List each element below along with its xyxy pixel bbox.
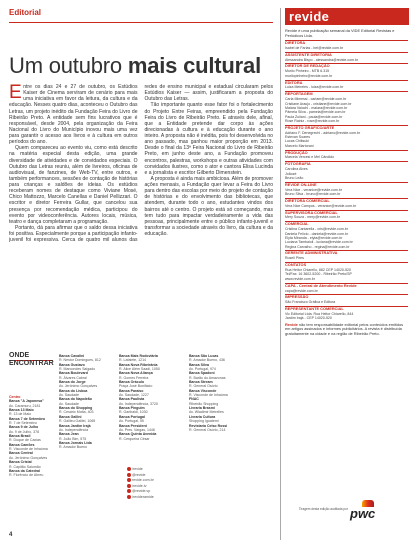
store-name: Banca Central: [9, 451, 33, 456]
social-link[interactable]: revide.com.br: [127, 478, 177, 484]
credit-line: Roseli Pires: [285, 256, 304, 261]
store-name: Banca do Shopping: [59, 406, 93, 411]
credit-line: Luiza Meireles - luiza@revide.com.br: [285, 85, 344, 90]
page-title: [9, 53, 261, 79]
store-name: Banca Paraíso: [119, 388, 144, 393]
social-link[interactable]: @revide.vp: [127, 489, 177, 495]
store-address: Praça José Bonifácio: [119, 384, 153, 389]
store-address: R. João Bim, 575: [59, 436, 87, 441]
store-address: Av. Portugal, 974: [189, 367, 216, 372]
store-name: Banca Boulevard: [59, 371, 88, 376]
credit-line: Carla Mimessi - carlam@revide.com.br: [285, 97, 347, 102]
social-icon: [127, 484, 131, 488]
credit-heading: GERENTE ADMINISTRATIVA: [285, 250, 408, 256]
store-address: Shopping Iguatemi: [189, 419, 219, 424]
article-paragraph: Tão importante quanto esse fator foi o fortalecimento do Projeto Entre Feiras, empreendido pela Fundação Feira do Livro de Ribeirão Preto. E através dele, afinal, que a Entidade pretende dar corpo às ações direcionadas à cultura e à educação durante o ano inteiro. A proposta não é inédita, pois foi desenvolvida no ano passado, mas ganhou maior proporção em 2013. Desde o final da 13ª Feira Nacional do Livro de Ribeirão Preto, em junho deste ano, a Fundação promoveu encontros, palestras, workshops e outras atividades com convidados ilustres, como o ator e cantora Elisa Lucinda e a jornalista e escritor Gilberto Dimenstein.: [144, 102, 273, 176]
store-name: Banca Brasil: [9, 434, 31, 439]
credits-column: [280, 8, 408, 540]
store-name: Banca Jean: [59, 432, 79, 437]
credit-line: Luciana Tambaloli - luciana@revide.com.br: [285, 240, 353, 245]
credit-line: Vera Nice Campos - veranice@revide.com.br: [285, 203, 357, 208]
credit-line: murilopinheiro@revide.com.br: [285, 73, 333, 78]
store-address: R. General Osório: [189, 384, 218, 389]
credit-line: Vic Editorial Ltda. Rua Heitor Chiarello, 844: [285, 312, 354, 316]
store-address: R. General Osório, 214: [189, 427, 226, 432]
store-address: R. Amador Bueno, 436: [189, 358, 225, 363]
credit-line: Jardim Irajá - CEP 14020-520: [285, 316, 332, 321]
store-city: Centro: [9, 395, 21, 399]
credit-heading: REPORTAGEM: [285, 91, 408, 97]
where-header-line2: ENCONTRAR: [9, 360, 54, 368]
store-name: Revistaria Celso Rossi: [189, 423, 228, 428]
store-address: Av. Pres. Vargas, 1446: [119, 427, 155, 432]
disclaimer-text: não tem responsabilidade editorial pelos conteúdos emitidos em artigos assinados e informes publicitários. A revista é distribuída gratuitamente na cidade e na região de Ribeirão Preto.: [285, 321, 404, 337]
credit-line: Adriano F. Denegrechi - adriano@revide.com.br: [285, 130, 361, 135]
store-name: Banca Oráculo: [119, 380, 145, 385]
store-name: Banca President: [119, 423, 147, 428]
store-name: Banca "A Japonesa": [9, 399, 44, 404]
credit-line: www.revide.com.br: [285, 276, 315, 281]
credit-line: Bruno Leão: [285, 175, 304, 180]
store-name: Banca Visconde: [189, 388, 217, 393]
pwc-logo: pwc: [350, 506, 376, 521]
credit-line: Isabel de Farias - bel@revide.com.br: [285, 45, 344, 50]
store-name: Banca Jardim Irajá: [59, 423, 91, 428]
store-name: Banca Nova Ribeirânia: [119, 362, 158, 367]
credit-heading: DIRETOR DE REDAÇÃO: [285, 63, 408, 69]
store-name: Banca São Lucas: [189, 354, 219, 358]
social-link[interactable]: /revide: [127, 467, 177, 473]
credit-heading: IMPRESSÃO: [285, 294, 408, 300]
store-address: R. Alice Além Saadi, 1050: [119, 367, 160, 372]
credit-heading: REVIDE ON-LINE: [285, 182, 408, 188]
credit-line: Regina Carvalho - regina@revide.com.br: [285, 244, 350, 249]
store-address: R. Visconde de Inhaúma: [9, 447, 48, 452]
store-name: Banca da Catedral: [9, 468, 40, 473]
store-address: R. Florêncio de Abreu: [9, 473, 44, 478]
store-name: Banca Silva: [189, 362, 209, 367]
where-header-line1: ONDE: [9, 352, 30, 359]
credit-line: Lucas Chiitsuki: [285, 139, 309, 144]
social-icon: [127, 489, 131, 493]
store-address: R. Garibaldi, 1030: [119, 410, 148, 415]
store-name: Banca Paulista: [119, 397, 145, 402]
credit-heading: REPRESENTANTE COMERCIAL: [285, 306, 408, 312]
store-name: Banca Pinguim: [119, 406, 145, 411]
credit-sections: [285, 40, 408, 321]
social-icon: [127, 467, 131, 471]
drop-cap: E: [9, 84, 22, 103]
store-name: Banca Gustavo: [59, 362, 85, 367]
article-paragraph: Portanto, dá para afirmar que o saldo dessa iniciativa foi positiva. Especialmente porque a participação infanto-juvenil foi expressiva. Cerca de quatro mil alunos das redes de ensino municipal e estadual circularam pelos Estúdios Kaiser — assim, justificaram a proposta do Outubro das Letras.: [9, 84, 273, 244]
social-link[interactable]: /revideramide: [127, 495, 177, 501]
credit-line: Marcela Vercesi e Mel Cândido: [285, 155, 335, 160]
store-address: R. Barão do Amazonas: [189, 375, 226, 380]
store-name: Banca Spadoni: [189, 371, 215, 376]
where-header: [9, 354, 53, 392]
credit-line: São Francisco Gráfica e Editora: [285, 300, 336, 305]
store-address: Av. Portugal, 55: [119, 419, 144, 424]
social-links: [127, 467, 177, 500]
store-address: Av. Independência, 3720: [119, 401, 158, 406]
credits-intro: Revide é uma publicação semanal da VIDE Editorial Revistas e Periódicos Ltda.: [285, 28, 395, 38]
store-address: R. Nestor Domingues, 812: [59, 358, 101, 363]
store-address: R. Galileu Galilei, 1065: [59, 419, 96, 424]
store-name: FNAC: [189, 397, 199, 402]
credit-line: Tel/Fax: 16 3602-5200 - Ribeirão Preto/SP: [285, 272, 352, 277]
article-paragraph: Quem compareceu ao evento viu, como está descrito na matéria especial desta edição, uma grande diversidade de atividades e de convidados especiais. O Outubro das Letras reuniu, além de livreiros, oficinas de audiovisual, de fanzines, de Web-TV, entre outros, e também performances, sessões de contação de histórias para crianças e saldões de ideias. Os estúdios receberam nomes de destaque como Viviane Mosé, Chico Mattozzo, Marcelo Canellas e Daniel Pellizzari. O escritor e diretor Ferreira Gullar, que cancelou sua presença por recomendação médica, participou do evento por videoconferência. Autores locais, música, teatro e dança completaram a programação.: [9, 145, 138, 225]
store-name: Banca Cavalini: [59, 354, 85, 358]
store-address: R. 13 de Maio: [9, 412, 32, 417]
social-icon: [127, 473, 131, 477]
store-address: R. Capitão Salomão: [9, 464, 41, 469]
store-name: Banca Portugal: [119, 414, 146, 419]
pwc-note: Tiragem desta edição auditada por: [298, 507, 348, 511]
article-body: [9, 84, 273, 352]
credit-line: Mery Souza - mery@revide.com.br: [285, 215, 341, 220]
credit-heading: ASSISTENTE DIRETORIA: [285, 52, 408, 58]
credit-heading: CONTATOS: [285, 262, 408, 268]
article-paragraph: Entre os dias 24 e 27 de outubro, os Estúdios Kaiser de Cinema serviram de cenário para mais uma iniciativa em favor da leitura, da cultura e da educação. Nesses quatro dias, aconteceu o Outubro das Letras, um projeto inédito da Fundação Feira do Livro de Ribeirão Preto. A entidade sem fins lucrativos que é responsável, desde 2004, pela organização da Feira Nacional do Livro do Município inovou mais uma vez para garantir o acesso aos livros e à cultura em outros períodos do ano.: [9, 84, 138, 146]
revide-logo: revide: [285, 8, 409, 25]
credit-line: Joãozé: [285, 171, 297, 176]
store-address: Av. Independência: [59, 427, 89, 432]
store-address: R. 7 de Setembro: [9, 421, 37, 426]
store-address: Ribeirão Shopping: [189, 401, 219, 406]
disclaimer: [285, 323, 408, 337]
store-name: Banca Nova Aliança: [119, 371, 153, 376]
credit-heading: CAPA - Central de Atendimento Revide: [285, 283, 408, 289]
store-address: R. Visconde de Inhaúma: [189, 393, 228, 398]
store-address: Av. Jerônimo Gonçalves: [9, 455, 48, 460]
disclaimer-brand: Revide: [285, 321, 298, 327]
store-name: Banca do Jorge: [59, 380, 86, 385]
store-address: Av. Saudade, 1227: [119, 393, 149, 398]
store-name: Banca 7 de Setembro: [9, 416, 46, 421]
credit-line: Marcelo Martorani: [285, 143, 314, 148]
social-link[interactable]: /revide.tv: [127, 484, 177, 490]
store-name: Banca Camões: [9, 442, 35, 447]
credit-line: Cristiane Araujo - cristiane@revide.com.br: [285, 101, 352, 106]
store-name: Banca Quinta Avenida: [119, 432, 157, 437]
store-name: Livraria Cultura: [189, 414, 216, 419]
credit-heading: PRODUÇÃO: [285, 150, 408, 156]
store-address: Av. Jerônimo Gonçalves: [59, 384, 98, 389]
page-number: 4: [9, 532, 13, 538]
credit-line: Murilo Pinheiro - MTB 6.315: [285, 69, 330, 74]
title-bold: mais cultural: [127, 53, 261, 78]
credit-line: Maiara Valochi - maiara@revide.com.br: [285, 105, 348, 110]
store-address: R. Lafaiete, 1214: [119, 358, 147, 363]
credit-line: Cristina Cantarella - cris@revide.com.br: [285, 227, 348, 232]
store-address: Av. Caramuru, 2181: [9, 403, 41, 408]
credit-line: Pâmela Silva - pamela@revide.com.br: [285, 110, 346, 115]
credit-line: Elyta Miranda - elyta@revide.com.br: [285, 235, 343, 240]
store-address: R. Amador Bueno: [59, 445, 87, 450]
credit-line: Bruno Silva - bruno@revide.com.br: [285, 191, 341, 196]
store-name: Banca Cristal: [9, 460, 32, 465]
store-name: Banca Gallini: [59, 414, 82, 419]
credit-line: Rua Heitor Chiarello, 882 CEP 14020-520: [285, 268, 351, 273]
store-address: R. Duque de Caxias: [9, 438, 41, 443]
store-address: Av. Wladimir Meirelles: [189, 410, 224, 415]
where-to-find: [9, 354, 273, 536]
credit-heading: SUPERVISORA COMERCIAL: [285, 210, 408, 216]
article-paragraph: A proposta é ainda mais ambiciosa. Além de promover ações mensais, a Fundação quer levar a Feira do Livro para dentro das escolas por meio do projeto de contação de histórias e do envolvimento das bibliotecas, que atendem, durante todo o ano, estudantes vindos dos bairros até o centro. O projeto está só começando, mas tem tudo para impactar verdadeiramente a vida das pessoas, principalmente entre o público infanto-juvenil e transformar a sociedade através do livro, da cultura e da educação.: [144, 175, 273, 237]
social-link[interactable]: @revide: [127, 473, 177, 479]
store-address: R. Cesário Motta, 403: [59, 410, 94, 415]
store-name: Livraria Brasmi: [189, 406, 215, 411]
store-address: Av. Saudade: [59, 393, 79, 398]
store-column: [189, 354, 249, 432]
top-rule: [9, 22, 273, 23]
credit-line: Rose Rainiz - rose@revide.com.br: [285, 118, 340, 123]
credit-heading: PROJETO GRÁFICO/ARTE: [285, 125, 408, 131]
social-icon: [127, 495, 131, 499]
store-name: Banca Jornais Ltda: [59, 440, 92, 445]
store-address: R. Marcondes Salgado: [59, 367, 96, 372]
store-column: [59, 354, 119, 450]
store-address: Av. 9 de Julho, 378: [9, 429, 40, 434]
credit-line: Daniela Felício - daniela@revide.com.br: [285, 231, 349, 236]
credit-line: Estevan Soares: [285, 134, 311, 139]
credit-heading: DIRETORA COMERCIAL: [285, 198, 408, 204]
store-name: Banca Mais Rodoviária: [119, 354, 158, 358]
credit-heading: COMERCIAL: [285, 221, 408, 227]
store-name: Banca do Napoleão: [59, 397, 92, 402]
credit-line: Carolina Alves: [285, 167, 308, 172]
store-address: R. Cerqueira César: [119, 436, 150, 441]
credit-heading: FOTOGRAFIA: [285, 161, 408, 167]
store-address: R. Gomes Ferreira: [119, 375, 149, 380]
credit-line: Paula Zuliani - paula@revide.com.br: [285, 114, 343, 119]
store-address: R. Álvares Cabral: [59, 375, 87, 380]
credit-heading: DIRETORA: [285, 40, 408, 46]
store-name: Banca 13 Maio: [9, 408, 34, 413]
store-name: Banca Stream: [189, 380, 213, 385]
store-column: [9, 394, 55, 478]
store-name: Banca do Lisboa: [59, 388, 88, 393]
social-icon: [127, 478, 131, 482]
credit-line: Alessandra Bispo - alessandra@revide.com.br: [285, 57, 359, 62]
credit-line: Vera Nice - veranice@revide.com.br: [285, 187, 343, 192]
store-column: [119, 354, 179, 441]
section-label: Editorial: [9, 8, 42, 17]
store-address: Av. Saudade: [59, 401, 79, 406]
credit-heading: EDITORA: [285, 80, 408, 86]
title-light: Um outubro: [9, 53, 128, 78]
store-name: Banca 9 de Julho: [9, 425, 39, 430]
credit-line: capa@revide.com.br: [285, 288, 318, 293]
